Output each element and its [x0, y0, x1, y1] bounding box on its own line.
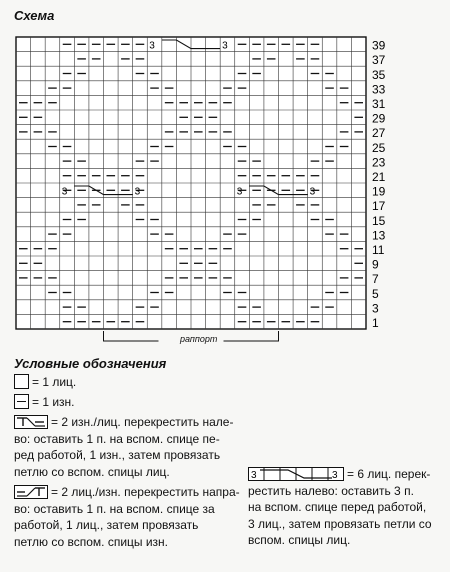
row-number: 1	[372, 316, 379, 330]
legend-title: Условные обозначения	[14, 356, 167, 371]
legend-knit: = 1 лиц.	[14, 374, 76, 391]
legend-purl: = 1 изн.	[14, 394, 75, 411]
cable-number: 3	[309, 186, 316, 198]
cable-icon	[248, 467, 344, 481]
row-number: 15	[372, 213, 386, 228]
rapport-label: раппорт	[180, 334, 218, 344]
row-number: 25	[372, 140, 386, 155]
cable-number: 3	[222, 40, 228, 52]
row-number: 35	[372, 67, 386, 82]
row-number: 29	[372, 111, 386, 126]
cable-number: 3	[236, 186, 243, 198]
knit-icon	[14, 374, 29, 389]
svg-text:3: 3	[332, 470, 338, 481]
row-number: 37	[372, 53, 386, 68]
cable-number: 3	[149, 40, 155, 52]
row-number: 11	[372, 243, 385, 257]
row-number: 23	[372, 155, 386, 170]
svg-text:3: 3	[251, 470, 257, 481]
legend-cable: 3 3 = 6 лиц. перек- рестить налево: оставить 3 п. на вспом. спице перед работой, 3 лиц., затем провязать петли со вспом. спицы лиц.	[248, 467, 432, 547]
row-number: 7	[372, 272, 379, 287]
legend-cross-right: = 2 лиц./изн. перекрестить напра- во: оставить 1 п. на вспом. спице за работой, 1 лиц., затем провязать петлю со вспом. спицы изн.	[14, 485, 240, 549]
cross-right-icon	[14, 485, 48, 499]
row-number: 27	[372, 126, 386, 141]
row-number: 13	[372, 228, 386, 243]
cable-number: 3	[134, 186, 141, 198]
cable-number: 3	[61, 186, 68, 198]
row-number: 17	[372, 199, 386, 214]
row-number: 19	[372, 184, 386, 199]
row-number: 5	[372, 286, 379, 301]
row-number: 31	[372, 97, 386, 111]
chart-title: Схема	[14, 8, 55, 23]
legend-cross-left: = 2 изн./лиц. перекрестить нале- во: оставить 1 п. на вспом. спице пе- ред работой, 1 изн., затем провязать петлю со вспом. спицы лиц.	[14, 415, 234, 479]
purl-icon	[14, 394, 29, 409]
row-number: 9	[372, 257, 379, 272]
row-number: 39	[372, 38, 386, 53]
row-number: 3	[372, 301, 379, 316]
row-number: 21	[372, 170, 386, 184]
row-number: 33	[372, 82, 386, 97]
cross-left-icon	[14, 415, 48, 429]
